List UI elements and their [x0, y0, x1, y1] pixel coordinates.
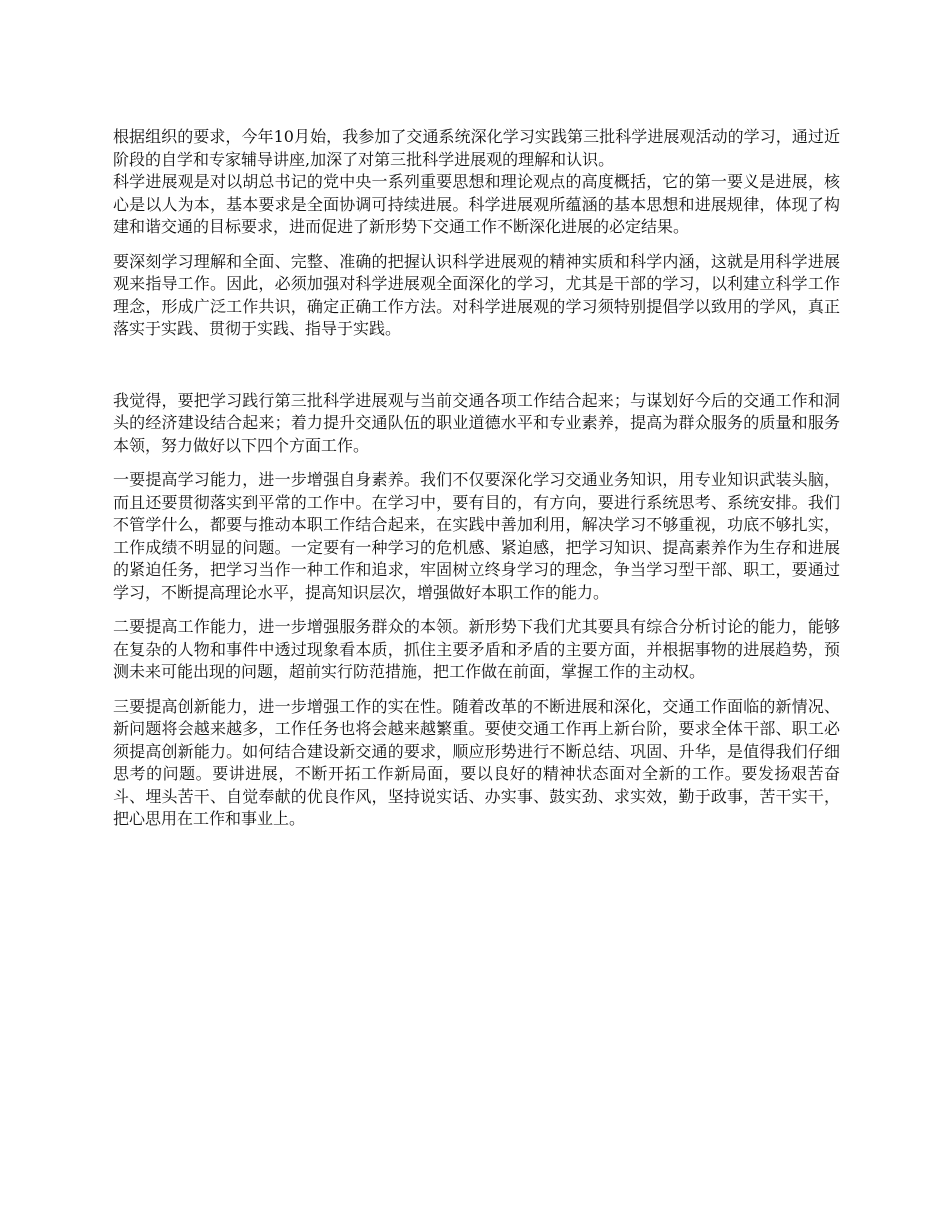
paragraph-3: 我觉得，要把学习践行第三批科学进展观与当前交通各项工作结合起来；与谋划好今后的交通工作和洞头的经济建设结合起来；着力提升交通队伍的职业道德水平和专业素养，提高为群众服务的质量和服务本领，努力做好以下四个方面工作。 [113, 390, 840, 455]
document-body [113, 126, 840, 843]
paragraph-5: 二要提高工作能力，进一步增强服务群众的本领。新形势下我们尤其要具有综合分析讨论的能力，能够在复杂的人物和事件中透过现象看本质，抓住主要矛盾和矛盾的主要方面，并根据事物的进展趋势，预测未来可能出现的问题，超前实行防范措施，把工作做在前面，掌握工作的主动权。 [113, 617, 840, 681]
paragraph-2: 要深刻学习理解和全面、完整、准确的把握认识科学进展观的精神实质和科学内涵，这就是用科学进展观来指导工作。因此，必须加强对科学进展观全面深化的学习，尤其是干部的学习，以利建立科学工作理念，形成广泛工作共识，确定正确工作方法。对科学进展观的学习须特别提倡学以致用的学风，真正落实于实践、贯彻于实践、指导于实践。 [113, 251, 840, 338]
paragraph-4: 一要提高学习能力，进一步增强自身素养。我们不仅要深化学习交通业务知识，用专业知识武装头脑，而且还要贯彻落实到平常的工作中。在学习中，要有目的，有方向，要进行系统思考、系统安排。我们不管学什么，都要与推动本职工作结合起来，在实践中善加利用，解决学习不够重视，功底不够扎实，工作成绩不明显的问题。一定要有一种学习的危机感、紧迫感，把学习知识、提高素养作为生存和进展的紧迫任务，把学习当作一种工作和追求，牢固树立终身学习的理念，争当学习型干部、职工，要通过学习，不断提高理论水平，提高知识层次，增强做好本职工作的能力。 [113, 470, 840, 602]
paragraph-6: 三要提高创新能力，进一步增强工作的实在性。随着改革的不断进展和深化，交通工作面临的新情况、新问题将会越来越多，工作任务也将会越来越繁重。要使交通工作再上新台阶，要求全体干部、职工必须提高创新能力。如何结合建设新交通的要求，顺应形势进行不断总结、巩固、升华，是值得我们仔细思考的问题。要讲进展，不断开拓工作新局面，要以良好的精神状态面对全新的工作。要发扬艰苦奋斗、埋头苦干、自觉奉献的优良作风，坚持说实话、办实事、鼓实劲、求实效，勤于政事，苦干实干，把心思用在工作和事业上。 [113, 696, 840, 828]
paragraph-1: 根据组织的要求，今年10月始，我参加了交通系统深化学习实践第三批科学进展观活动的学习，通过近阶段的自学和专家辅导讲座,加深了对第三批科学进展观的理解和认识。 科学进展观是对以胡总书记的党中央一系列重要思想和理论观点的高度概括，它的第一要义是进展，核心是以人为本，基本要求是全面协调可持续进展。科学进展观所蕴涵的基本思想和进展规律，体现了构建和谐交通的目标要求，进而促进了新形势下交通工作不断深化进展的必定结果。 [113, 127, 840, 236]
